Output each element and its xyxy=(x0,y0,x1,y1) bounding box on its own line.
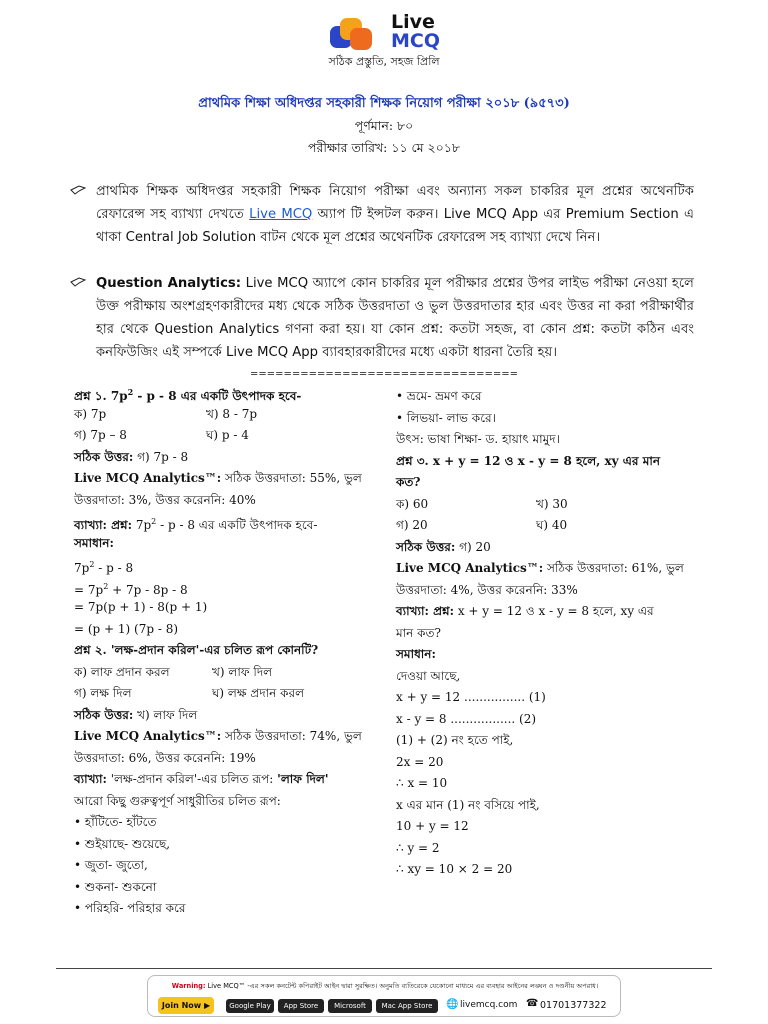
source-note: উৎস: ভাষা শিক্ষা- ড. হায়াৎ মামুদ। xyxy=(396,432,560,446)
q3-given: দেওয়া আছে, xyxy=(396,668,461,683)
google-play-badge[interactable]: Google Play xyxy=(226,999,274,1013)
q2-bullet-2: • শুইয়াছে- শুয়েছে, xyxy=(74,836,171,851)
q2-title: প্রশ্ন ২. 'লক্ষ-প্রদান করিল'-এর চলিত রূপ কোনটি? xyxy=(74,643,319,657)
q1-solution-label: সমাধান: xyxy=(74,535,114,550)
q1-options-row2 xyxy=(74,425,374,447)
q3-eq-7: 10 + y = 12 xyxy=(396,819,469,833)
q3-answer: সঠিক উত্তর: গ) 20 xyxy=(396,539,491,554)
q2-bullet-5: • পরিহরি- পরিহার করে xyxy=(74,901,186,915)
q2-analytics-cont: উত্তরদাতা: 6%, উত্তর করেননি: 19% xyxy=(74,750,256,765)
question-analytics-label: Question Analytics: xyxy=(96,276,242,291)
q3-options-row2 xyxy=(396,515,706,537)
question-analytics-text: Live MCQ অ্যাপে কোন চাকরির মূল পরীক্ষার প্রশ্নের উপর লাইভ পরীক্ষা নেওয়া হলে উক্ত পরীক্ষায় অংশগ্রহণকারীদের মধ্য থেকে সঠিক উত্তরদাতা ও ভুল উত্তরদাতার হার এবং উত্তর না করা পরীক্ষার্থীর হার থেকে Question Analytics গণনা করা হয়। যা কোন প্রশ্ন: কতটা সহজ, বা কোন প্রশ্ন: কতটা কঠিন এবং কনফিউজিং এই সম্পর্কে Live MCQ App ব্যাবহারকারীদের মধ্যে একটা ধারনা তৈরি হয়। xyxy=(96,276,694,360)
q3-analytics: Live MCQ Analytics™: সঠিক উত্তরদাতা: 61%, ভুল xyxy=(396,561,684,575)
q1-options-row1 xyxy=(74,404,374,426)
q1-analytics: Live MCQ Analytics™: সঠিক উত্তরদাতা: 55%, ভুল xyxy=(74,471,362,485)
q1-option-b: খ) 8 - 7p xyxy=(206,406,258,421)
app-store-badge[interactable]: App Store xyxy=(278,999,324,1013)
join-now-button[interactable]: Join Now ▶ xyxy=(158,997,214,1014)
phone-icon: ☎ xyxy=(526,998,539,1009)
exam-marks: পূর্ণমান: ৮০ xyxy=(354,118,414,133)
divider: ================================ xyxy=(249,369,519,380)
bullet-7: • লিভয়া- লাভ করে। xyxy=(396,410,496,425)
q3-title-cont: কত? xyxy=(396,475,421,489)
phone-number[interactable]: 01701377322 xyxy=(540,1000,607,1011)
q3-eq-3: (1) + (2) নং হতে পাই, xyxy=(396,733,514,747)
q2-more: আরো কিছু গুরুত্বপূর্ণ সাধুরীতির চলিত রূপ: xyxy=(74,793,281,808)
q2-analytics: Live MCQ Analytics™: সঠিক উত্তরদাতা: 74%, ভুল xyxy=(74,729,362,743)
q2-option-d: ঘ) লক্ষ প্রদান করল xyxy=(212,686,305,700)
live-mcq-link[interactable]: Live MCQ xyxy=(249,207,313,222)
q3-analytics-cont: উত্তরদাতা: 4%, উত্তর করেননি: 33% xyxy=(396,582,578,597)
intro-text-b: অ্যাপ টি ইন্সটল করুন। Live MCQ App এর Premium Section এ থাকা Central Job Solution বাটন থেকে মূল প্রশ্নের অথেনটিক রেফারেন্স সহ ব্যাখ্যা দেখে নিন। xyxy=(96,207,695,245)
q3-eq-5: ∴ x = 10 xyxy=(396,776,448,790)
q3-eq-9: ∴ xy = 10 × 2 = 20 xyxy=(396,862,513,876)
q3-eq-4: 2x = 20 xyxy=(396,754,444,769)
page-title: প্রাথমিক শিক্ষা অধিদপ্তর সহকারী শিক্ষক নিয়োগ পরীক্ষা ২০১৮ (৯৫৭৩) xyxy=(198,96,570,111)
q1-option-a: ক) 7p xyxy=(74,406,107,421)
copyright-warning: Warning: Live MCQ™ -এর সকল কনটেন্ট কপিরাইট আইন দ্বারা সুরক্ষিত। অনুমতি ব্যতিরেকে যেকোনো মাধ্যমে এর ব্যবহার আইনের লঙ্ঘন ও দণ্ডনীয় অপরাধ। xyxy=(171,982,599,990)
brand-name-line1: Live xyxy=(391,11,435,33)
q3-eq-6: x এর মান (1) নং বসিয়ে পাই, xyxy=(396,797,540,812)
hand-pointer-icon xyxy=(70,275,86,289)
q3-solution-label: সমাধান: xyxy=(396,647,436,661)
brand-tagline: সঠিক প্রস্তুতি, সহজ প্রিলি xyxy=(328,55,440,68)
q2-option-b: খ) লাফ দিল xyxy=(212,664,273,679)
q2-bullet-1: • হাঁটিতে- হাঁটতে xyxy=(74,815,157,829)
brand-name-line2: MCQ xyxy=(391,30,441,52)
q3-option-a: ক) 60 xyxy=(396,496,429,511)
q3-explanation: ব্যাখ্যা: প্রশ্ন: x + y = 12 ও x - y = 8 হলে, xy এর xyxy=(396,604,654,618)
hand-pointer-icon xyxy=(70,183,86,197)
q2-options-row1 xyxy=(74,662,374,684)
q1-explanation: ব্যাখ্যা: প্রশ্ন: $7p^2$ - p - 8 এর একটি উৎপাদক হবে- xyxy=(74,517,318,532)
q2-option-c: গ) লক্ষ দিল xyxy=(74,686,132,700)
intro-paragraph-1 xyxy=(96,180,694,249)
exam-date: পরীক্ষার তারিখ: ১১ মে ২০১৮ xyxy=(307,140,461,155)
left-column xyxy=(74,382,374,920)
intro-paragraph-2 xyxy=(96,272,694,364)
website-link[interactable]: livemcq.com xyxy=(460,1000,518,1010)
q3-explanation-cont: মান কত? xyxy=(396,625,441,640)
q1-step-1: $7p^2$ - p - 8 xyxy=(74,560,134,575)
microsoft-badge[interactable]: Microsoft xyxy=(328,999,372,1013)
globe-icon: 🌐 xyxy=(446,999,459,1010)
q3-eq-8: ∴ y = 2 xyxy=(396,840,440,855)
bullet-6: • ভ্রমে- ভ্রমণ করে xyxy=(396,389,482,403)
q3-option-d: ঘ) 40 xyxy=(536,518,568,532)
intro-text-a: প্রাথমিক শিক্ষক অধিদপ্তর সহকারী শিক্ষক নিয়োগ পরীক্ষা এবং অন্যান্য সকল চাকরির মূল প্রশ্নের অথেনটিক রেফারেন্স সহ ব্যাখ্যা দেখতে xyxy=(96,184,694,222)
q2-explanation: ব্যাখ্যা: 'লক্ষ-প্রদান করিল'-এর চলিত রূপ: 'লাফ দিল' xyxy=(74,772,329,786)
q3-title: প্রশ্ন ৩. x + y = 12 ও x - y = 8 হলে, xy এর মান xyxy=(396,453,661,468)
footer-rule xyxy=(56,968,712,969)
q1-analytics-cont: উত্তরদাতা: 3%, উত্তর করেননি: 40% xyxy=(74,492,256,507)
mac-app-store-badge[interactable]: Mac App Store xyxy=(376,999,438,1013)
q1-option-c: গ) 7p – 8 xyxy=(74,428,127,442)
q3-option-b: খ) 30 xyxy=(536,496,568,511)
logo-red-square-icon xyxy=(350,28,372,50)
q2-options-row2 xyxy=(74,683,374,705)
q1-step-3: = 7p(p + 1) - 8(p + 1) xyxy=(74,600,208,614)
q3-option-c: গ) 20 xyxy=(396,518,428,532)
q2-bullet-3: • জুতা- জুতো, xyxy=(74,858,148,872)
q3-options-row1 xyxy=(396,494,706,516)
q3-eq-1: x + y = 12 ................ (1) xyxy=(396,690,546,704)
q1-step-4: = (p + 1) (7p - 8) xyxy=(74,621,179,636)
q1-title: প্রশ্ন ১. $7p^2$ - p - 8 এর একটি উৎপাদক হবে- xyxy=(74,387,302,403)
q1-step-2: = $7p^2 + 7p - 8p - 8$ xyxy=(74,581,188,597)
footer-banner xyxy=(147,975,621,1017)
q1-option-d: ঘ) p - 4 xyxy=(206,428,249,442)
q2-bullet-4: • শুকনা- শুকনো xyxy=(74,879,157,894)
right-column xyxy=(396,386,706,881)
q3-eq-2: x - y = 8 ................. (2) xyxy=(396,711,537,726)
q1-answer: সঠিক উত্তর: গ) 7p - 8 xyxy=(74,449,189,464)
q2-option-a: ক) লাফ প্রদান করল xyxy=(74,664,170,679)
q2-answer: সঠিক উত্তর: খ) লাফ দিল xyxy=(74,707,198,722)
